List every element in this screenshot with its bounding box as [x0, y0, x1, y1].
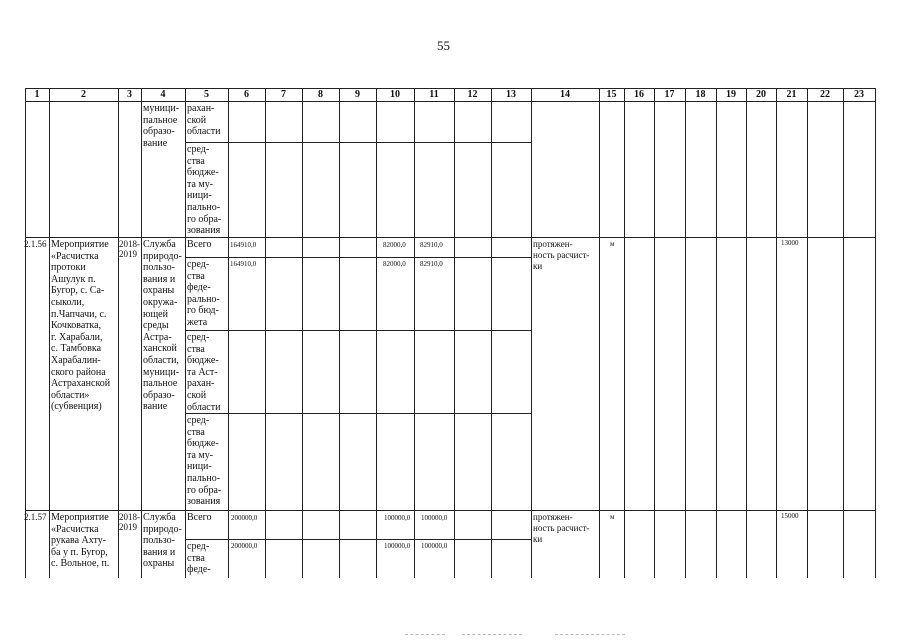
col-header-16: 16 — [634, 89, 644, 100]
col-header-5: 5 — [204, 89, 209, 100]
row1-col10-total: 82000,0 — [383, 241, 406, 249]
page-number: 55 — [437, 38, 450, 53]
col-header-9: 9 — [355, 89, 360, 100]
row1-col6-total: 164910,0 — [230, 241, 257, 249]
row1-funding-total-label: Всего — [187, 239, 212, 250]
col-header-15: 15 — [606, 89, 617, 100]
row2-funding-total-label: Всего — [187, 512, 212, 523]
row2-col21-value: 15000 — [781, 512, 799, 520]
row1-funding-federal-label: сред- ства феде- рально- го бюд- жета — [187, 259, 220, 328]
row2-col11-federal: 100000,0 — [421, 542, 448, 550]
col-header-2: 2 — [81, 89, 86, 100]
row1-col21-value: 13000 — [781, 239, 799, 247]
col-header-13: 13 — [506, 89, 516, 100]
col-header-10: 10 — [390, 89, 400, 100]
col-header-17: 17 — [664, 89, 675, 100]
col-header-21: 21 — [786, 89, 797, 100]
row2-col10-federal: 100000,0 — [384, 542, 411, 550]
row1-col6-federal: 164910,0 — [230, 260, 257, 268]
row2-years: 2018- 2019 — [119, 512, 140, 532]
row1-executor: Служба природо- пользо- вания и охраны окружа- ющей среды Астра- ханской области, муници- пальное образо- вание — [143, 239, 182, 413]
row1-activity-name: Мероприятие «Расчистка протоки Ашулук п. Бугор, с. Са- сыколи, п.Чапчачи, с. Кочковатка, г. Харабали, с. Тамбовка Харабалин- ского района Астраханской области» (субвенция) — [51, 239, 111, 413]
scan-artifact-line — [405, 634, 445, 635]
col-header-6: 6 — [244, 89, 249, 100]
scan-artifact-line — [462, 634, 522, 635]
row2-funding-federal-label: сред- ства феде- — [187, 541, 211, 576]
col-header-3: 3 — [127, 89, 132, 100]
cont-funding-regional: рахан- ской области — [187, 103, 221, 138]
col-header-23: 23 — [854, 89, 864, 100]
col-header-19: 19 — [726, 89, 736, 100]
row2-col10-total: 100000,0 — [384, 514, 411, 522]
row2-executor: Служба природо- пользо- вания и охраны — [143, 512, 182, 570]
row1-col11-total: 82910,0 — [420, 241, 443, 249]
cont-executor: муници- пальное образо- вание — [143, 103, 180, 149]
row2-col6-total: 200000,0 — [231, 514, 258, 522]
row2-indicator: протяжен- ность расчист- ки — [533, 512, 590, 544]
col-header-7: 7 — [281, 89, 286, 100]
col-header-4: 4 — [160, 89, 166, 100]
col-header-20: 20 — [756, 89, 766, 100]
row1-funding-municipal-label: сред- ства бюдже- та му- ници- пально- го обра- зования — [187, 415, 222, 508]
col-header-11: 11 — [429, 89, 439, 100]
scan-artifact-line — [555, 634, 625, 635]
col-header-14: 14 — [560, 89, 570, 100]
cont-funding-municipal: сред- ства бюдже- та му- ници- пально- го обра- зования — [187, 144, 222, 237]
row1-indicator: протяжен- ность расчист- ки — [533, 239, 590, 271]
col-header-8: 8 — [318, 89, 323, 100]
col-header-1: 1 — [34, 89, 40, 100]
row1-funding-regional-label: сред- ства бюдже- та Аст- рахан- ской области — [187, 332, 221, 413]
row2-unit: м — [610, 513, 615, 521]
row2-number: 2.1.57 — [24, 512, 47, 522]
row2-activity-name: Мероприятие «Расчистка рукава Ахту- ба у п. Бугор, с. Вольное, п. — [51, 512, 110, 570]
row1-col10-federal: 82000,0 — [383, 260, 406, 268]
row2-col6-federal: 200000,0 — [231, 542, 258, 550]
col-header-12: 12 — [467, 89, 478, 100]
row2-col11-total: 100000,0 — [421, 514, 448, 522]
row1-unit: м — [610, 240, 615, 248]
col-header-22: 22 — [820, 89, 830, 100]
row1-years: 2018- 2019 — [119, 239, 140, 259]
row1-col11-federal: 82910,0 — [420, 260, 443, 268]
col-header-18: 18 — [695, 89, 706, 100]
row1-number: 2.1.56 — [24, 239, 47, 249]
